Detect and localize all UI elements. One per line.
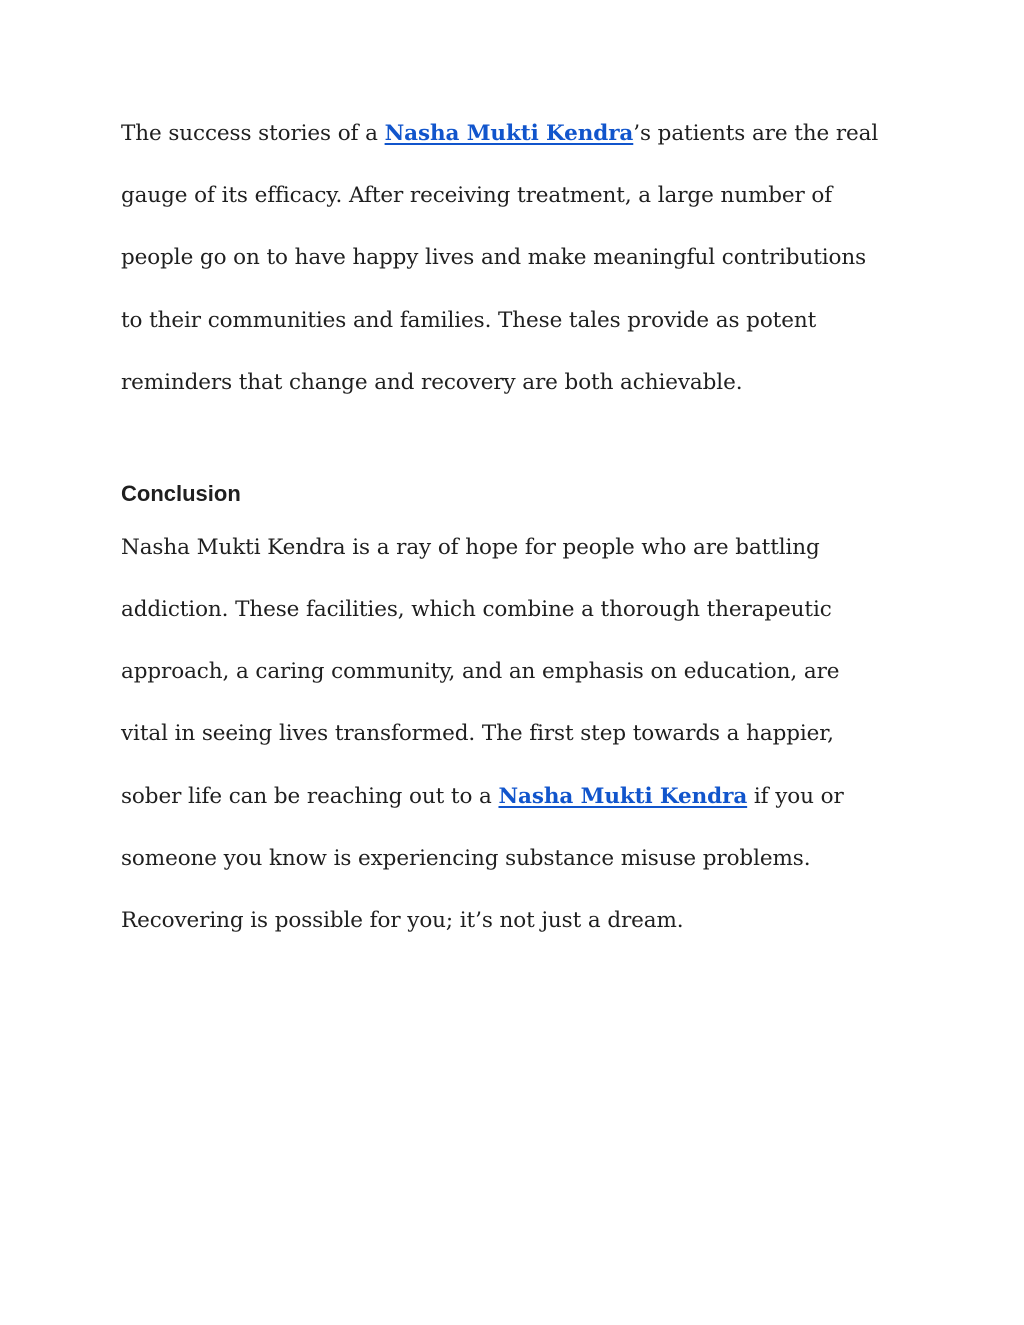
paragraph1-line4: to their communities and families. These tales provide as potent — [121, 308, 817, 333]
paragraph1-line3: people go on to have happy lives and make meaningful contributions — [121, 245, 867, 270]
conclusion-line3: approach, a caring community, and an emphasis on education, are — [121, 659, 840, 684]
conclusion-line5-pre: sober life can be reaching out to a — [121, 784, 499, 809]
conclusion-line6: someone you know is experiencing substance misuse problems. — [121, 846, 811, 871]
paragraph1-line1 — [121, 120, 878, 148]
paragraph1-line2: gauge of its efficacy. After receiving treatment, a large number of — [121, 183, 833, 208]
conclusion-line5-post: if you or — [747, 784, 844, 809]
conclusion-line2: addiction. These facilities, which combine a thorough therapeutic — [121, 597, 832, 622]
paragraph1-line5: reminders that change and recovery are both achievable. — [121, 370, 743, 395]
conclusion-line4: vital in seeing lives transformed. The first step towards a happier, — [121, 721, 834, 746]
paragraph1-line1-post: ’s patients are the real — [633, 121, 879, 146]
conclusion-line5 — [121, 783, 844, 811]
conclusion-heading: Conclusion — [121, 481, 241, 506]
conclusion-line7: Recovering is possible for you; it’s not just a dream. — [121, 908, 684, 933]
paragraph1-line1-pre: The success stories of a — [121, 121, 385, 146]
nasha-mukti-kendra-link-2[interactable]: Nasha Mukti Kendra — [498, 784, 748, 809]
conclusion-line1: Nasha Mukti Kendra is a ray of hope for people who are battling — [121, 535, 820, 560]
nasha-mukti-kendra-link-1[interactable]: Nasha Mukti Kendra — [384, 121, 634, 146]
